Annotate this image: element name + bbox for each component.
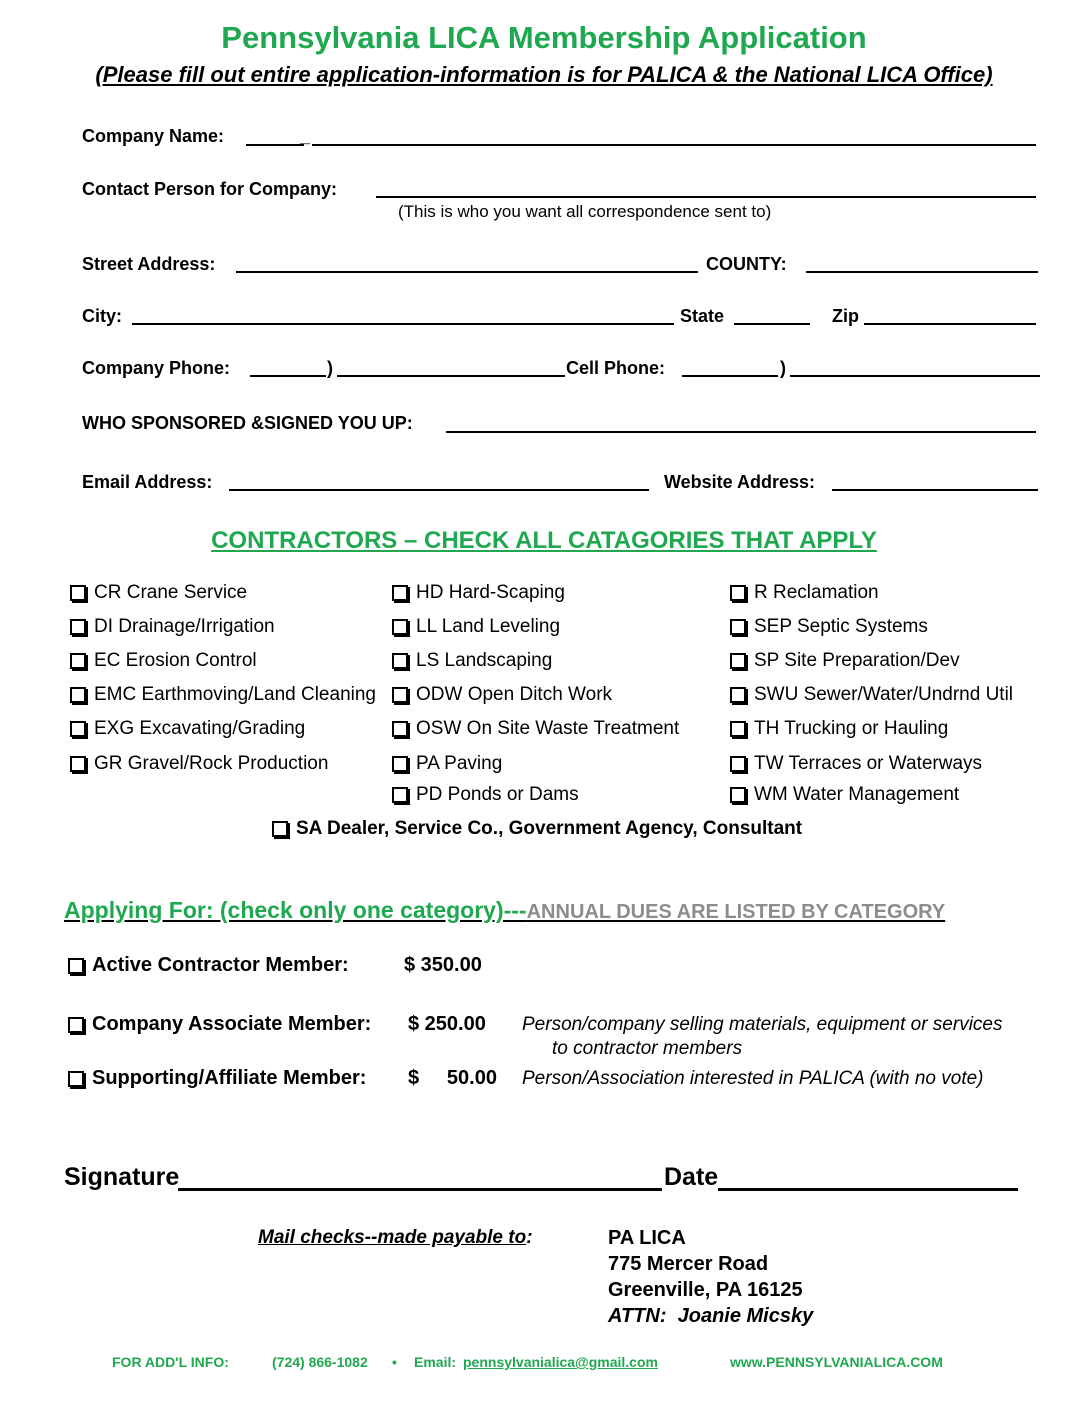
category-item[interactable]: [392, 784, 579, 806]
category-item[interactable]: [392, 753, 502, 775]
zip-field[interactable]: [864, 323, 1036, 325]
footer-website-link[interactable]: www.PENNSYLVANIALICA.COM: [730, 1354, 943, 1370]
email-field[interactable]: [229, 489, 649, 491]
category-item-label: GR Gravel/Rock Production: [94, 753, 329, 774]
county-label: COUNTY:: [706, 254, 787, 274]
supporting-label: Supporting/Affiliate Member:: [92, 1067, 367, 1089]
category-item-label: HD Hard-Scaping: [416, 582, 565, 603]
company-name-field-a[interactable]: [246, 144, 304, 146]
category-item[interactable]: [730, 784, 959, 806]
checkbox-icon[interactable]: [392, 787, 408, 803]
company-phone-paren: ): [327, 358, 333, 378]
category-item[interactable]: [70, 684, 376, 706]
mail-line-3: Greenville, PA 16125: [608, 1279, 803, 1301]
mail-label-text: Mail checks--made payable to: [258, 1227, 527, 1248]
checkbox-icon[interactable]: [68, 1017, 84, 1033]
checkbox-icon[interactable]: [392, 687, 408, 703]
footer-bullet: •: [392, 1354, 397, 1370]
signature-field[interactable]: [178, 1188, 662, 1191]
category-item-label: TW Terraces or Waterways: [754, 753, 983, 774]
category-item[interactable]: [730, 616, 928, 638]
category-item-label: OSW On Site Waste Treatment: [416, 718, 680, 739]
footer-email-link[interactable]: pennsylvanialica@gmail.com: [463, 1354, 658, 1370]
category-item-label: CR Crane Service: [94, 582, 248, 603]
checkbox-icon[interactable]: [70, 653, 86, 669]
applying-heading-text: Applying For: (check only one category)---: [64, 897, 527, 923]
checkbox-icon[interactable]: [392, 585, 408, 601]
category-item-label: PD Ponds or Dams: [416, 784, 579, 805]
category-item-label: EC Erosion Control: [94, 650, 257, 671]
category-item[interactable]: [70, 650, 257, 672]
checkbox-icon[interactable]: [730, 687, 746, 703]
checkbox-icon[interactable]: [272, 821, 288, 837]
checkbox-icon[interactable]: [392, 619, 408, 635]
category-item[interactable]: [70, 616, 275, 638]
checkbox-icon[interactable]: [70, 721, 86, 737]
checkbox-icon[interactable]: [730, 756, 746, 772]
category-item-label: R Reclamation: [754, 582, 879, 603]
checkbox-icon[interactable]: [70, 619, 86, 635]
category-item[interactable]: [70, 582, 247, 604]
mail-label: [258, 1227, 533, 1249]
applying-heading-dues: ANNUAL DUES ARE LISTED BY CATEGORY: [526, 901, 946, 923]
county-field[interactable]: [806, 271, 1038, 273]
category-item-label: TH Trucking or Hauling: [754, 718, 949, 739]
footer-email-label: Email:: [414, 1354, 457, 1370]
cell-phone-area-field[interactable]: [682, 375, 778, 377]
sponsored-field[interactable]: [446, 431, 1036, 433]
checkbox-icon[interactable]: [392, 653, 408, 669]
website-field[interactable]: [832, 489, 1038, 491]
category-item[interactable]: [392, 718, 679, 740]
checkbox-icon[interactable]: [70, 585, 86, 601]
category-item-label: PA Paving: [416, 753, 503, 774]
option-associate[interactable]: [68, 1013, 371, 1036]
mail-line-2: 775 Mercer Road: [608, 1253, 769, 1275]
associate-desc-1: Person/company selling materials, equipment or services: [522, 1014, 1003, 1035]
zip-label: Zip: [832, 306, 859, 326]
contact-person-field[interactable]: [376, 196, 1036, 198]
company-phone-field[interactable]: [337, 375, 565, 377]
associate-price: $ 250.00: [408, 1013, 486, 1035]
category-item[interactable]: [70, 718, 305, 740]
category-item[interactable]: [730, 684, 1013, 706]
checkbox-icon[interactable]: [70, 756, 86, 772]
category-item-label: ODW Open Ditch Work: [416, 684, 613, 705]
checkbox-icon[interactable]: [730, 585, 746, 601]
date-label: Date: [664, 1163, 719, 1191]
mail-line-1: PA LICA: [608, 1227, 686, 1249]
state-field[interactable]: [734, 323, 810, 325]
checkbox-icon[interactable]: [392, 756, 408, 772]
category-item[interactable]: [730, 718, 948, 740]
checkbox-icon[interactable]: [392, 721, 408, 737]
street-address-field[interactable]: [236, 271, 698, 273]
contact-note: (This is who you want all correspondence sent to): [398, 202, 772, 221]
category-item-label: SWU Sewer/Water/Undrnd Util: [754, 684, 1014, 705]
company-name-field[interactable]: [312, 144, 1036, 146]
street-address-label: Street Address:: [82, 254, 216, 274]
category-item-label: WM Water Management: [754, 784, 960, 805]
signature-label: Signature: [64, 1163, 180, 1191]
checkbox-icon[interactable]: [730, 787, 746, 803]
category-item[interactable]: [392, 582, 565, 604]
checkbox-icon[interactable]: [70, 687, 86, 703]
category-item-label: SEP Septic Systems: [754, 616, 928, 637]
category-item[interactable]: [730, 650, 960, 672]
sponsored-label: WHO SPONSORED &SIGNED YOU UP:: [82, 413, 413, 433]
applying-heading: [64, 897, 945, 924]
category-item[interactable]: [392, 616, 560, 638]
checkbox-icon[interactable]: [730, 653, 746, 669]
category-item[interactable]: [70, 753, 328, 775]
email-label: Email Address:: [82, 472, 213, 492]
cell-phone-paren: ): [780, 358, 786, 378]
company-name-label: Company Name:: [82, 126, 225, 146]
associate-desc-2: to contractor members: [552, 1038, 743, 1059]
mail-label-colon: :: [526, 1227, 533, 1248]
supporting-price: $ 50.00: [408, 1067, 497, 1089]
company-phone-area-field[interactable]: [250, 375, 326, 377]
date-field[interactable]: [718, 1188, 1018, 1191]
category-item[interactable]: [392, 650, 552, 672]
category-item-label: EMC Earthmoving/Land Cleaning: [94, 684, 376, 705]
company-phone-label: Company Phone:: [82, 358, 231, 378]
associate-label: Company Associate Member:: [92, 1013, 372, 1035]
option-active[interactable]: [68, 954, 349, 977]
page-title: Pennsylvania LICA Membership Application: [221, 20, 867, 55]
state-label: State: [680, 306, 725, 326]
contact-person-label: Contact Person for Company:: [82, 179, 338, 199]
category-item[interactable]: [730, 582, 879, 604]
company-name-mark: _: [300, 126, 311, 146]
checkbox-icon[interactable]: [68, 1071, 84, 1087]
contractors-heading: CONTRACTORS – CHECK ALL CATAGORIES THAT APPLY: [211, 527, 877, 554]
category-item-label: DI Drainage/Irrigation: [94, 616, 275, 637]
supporting-desc: Person/Association interested in PALICA (with no vote): [522, 1068, 984, 1089]
footer-phone: (724) 866-1082: [272, 1354, 368, 1370]
footer-info-label: FOR ADD'L INFO:: [112, 1354, 229, 1370]
category-sa-label: SA Dealer, Service Co., Government Agency, Consultant: [296, 818, 803, 839]
active-price: $ 350.00: [404, 954, 482, 976]
city-label: City:: [82, 306, 122, 326]
website-label: Website Address:: [664, 472, 816, 492]
page-subtitle: (Please fill out entire application-information is for PALICA & the National LICA Office): [95, 62, 993, 87]
city-field[interactable]: [132, 323, 674, 325]
category-item-label: EXG Excavating/Grading: [94, 718, 306, 739]
category-item-label: LL Land Leveling: [416, 616, 561, 637]
mail-line-4: ATTN: Joanie Micsky: [608, 1305, 814, 1327]
cell-phone-field[interactable]: [790, 375, 1040, 377]
checkbox-icon[interactable]: [730, 619, 746, 635]
category-sa[interactable]: [272, 818, 802, 840]
active-label: Active Contractor Member:: [92, 954, 349, 976]
option-supporting[interactable]: [68, 1067, 366, 1090]
category-item-label: SP Site Preparation/Dev: [754, 650, 960, 671]
checkbox-icon[interactable]: [68, 958, 84, 974]
category-item-label: LS Landscaping: [416, 650, 553, 671]
category-item[interactable]: [392, 684, 612, 706]
checkbox-icon[interactable]: [730, 721, 746, 737]
category-item[interactable]: [730, 753, 982, 775]
cell-phone-label: Cell Phone:: [566, 358, 666, 378]
